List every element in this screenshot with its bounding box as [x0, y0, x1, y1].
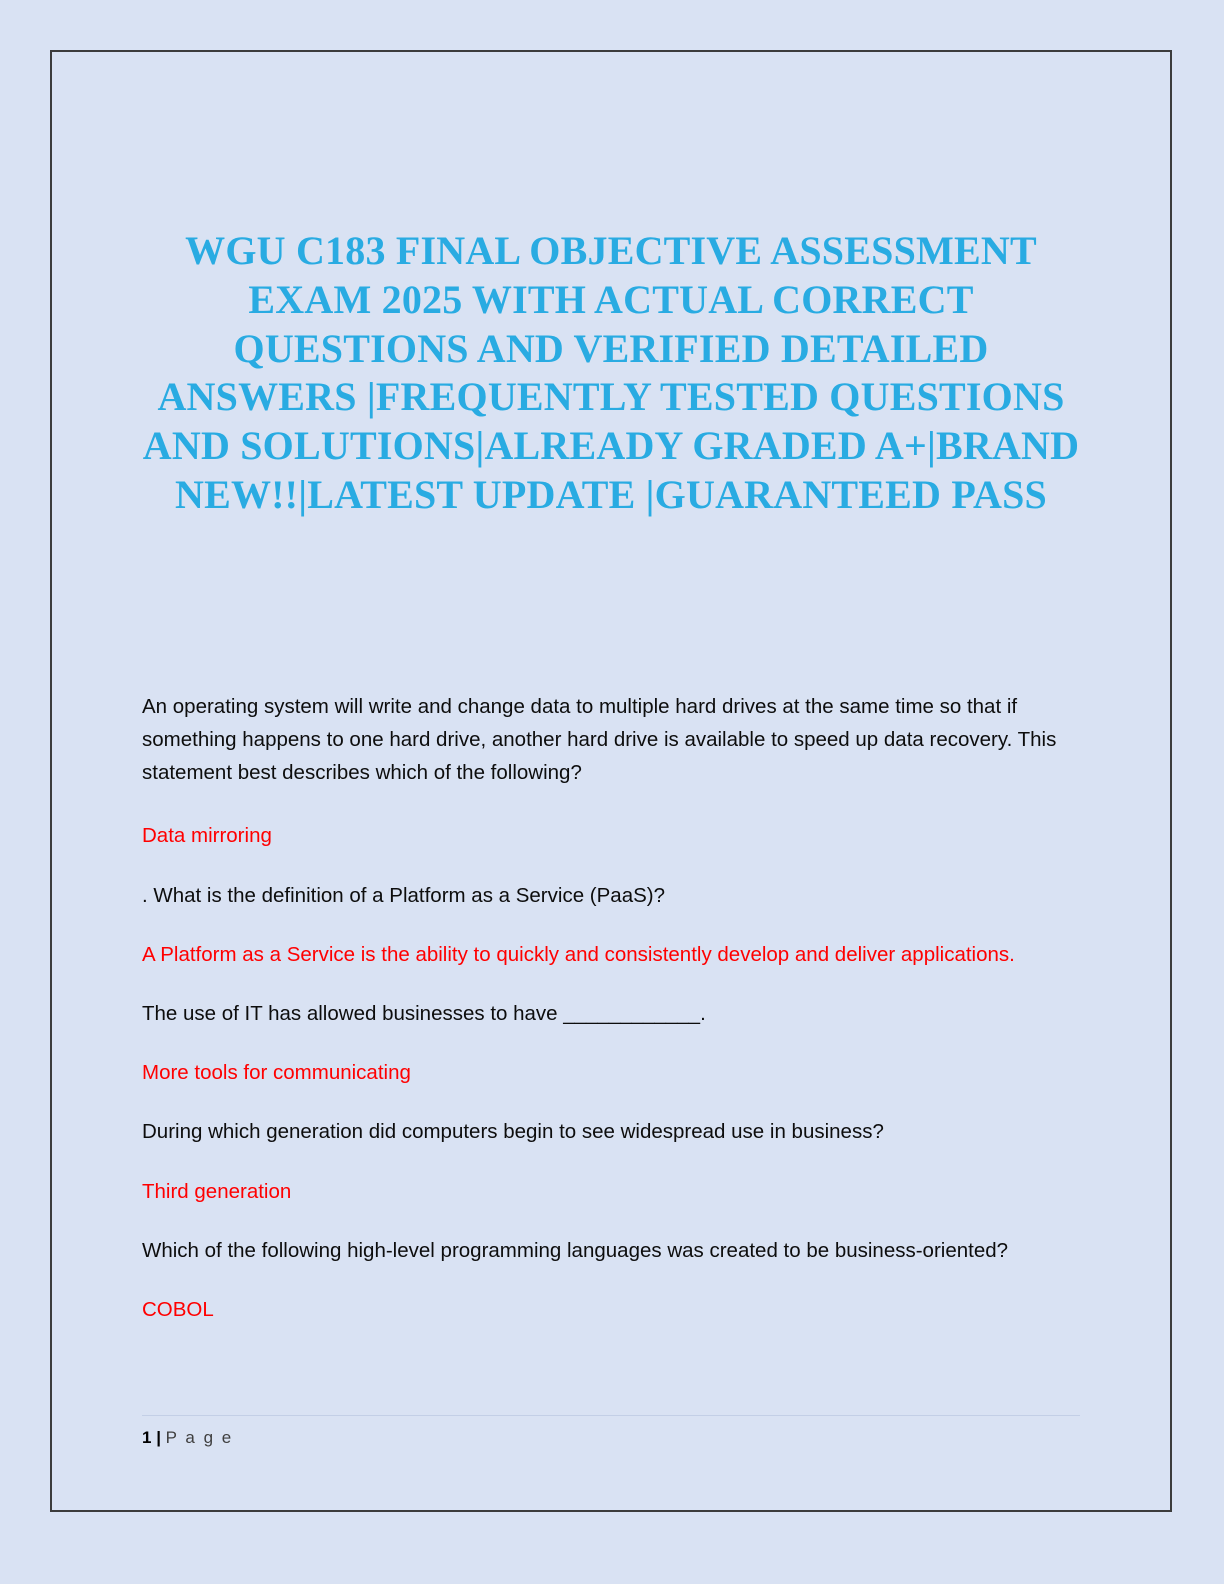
question-text: During which generation did computers begin to see widespread use in business? [142, 1120, 884, 1144]
answer-text: Data mirroring [142, 824, 272, 848]
answer-text: COBOL [142, 1298, 214, 1322]
question-text: An operating system will write and change data to multiple hard drives at the same time so that if something happens to one hard drive, another hard drive is available to speed up data recovery. This statement best describes which of the following? [142, 694, 1057, 785]
answer-text: A Platform as a Service is the ability to quickly and consistently develop and deliver applications. [142, 942, 1015, 966]
page-title: WGU C183 FINAL OBJECTIVE ASSESSMENT EXAM 2025 WITH ACTUAL CORRECT QUESTIONS AND VERIFIED DETAILED ANSWERS |FREQUENTLY TESTED QUESTIONS AND SOLUTIONS|ALREADY GRADED A+|BRAND NEW!!|LATEST UPDATE |GUARANTEED PASS [142, 228, 1080, 517]
document-page [50, 50, 1172, 1512]
qa-list [142, 690, 1080, 1326]
footer-separator: | [151, 1428, 166, 1447]
answer-text: Third generation [142, 1179, 292, 1203]
question-text: . What is the definition of a Platform as a Service (PaaS)? [142, 883, 665, 907]
question-text: The use of IT has allowed businesses to have ____________. [142, 1002, 706, 1025]
page-content [52, 52, 1170, 1510]
question-text: Which of the following high-level programming languages was created to be business-oriented? [142, 1238, 1009, 1262]
footer-page-label: P a g e [165, 1428, 234, 1447]
footer-page-number: 1 [142, 1428, 152, 1447]
footer-page-indicator [142, 1428, 1080, 1448]
answer-text: More tools for communicating [142, 1061, 411, 1085]
page-footer [142, 1415, 1080, 1448]
